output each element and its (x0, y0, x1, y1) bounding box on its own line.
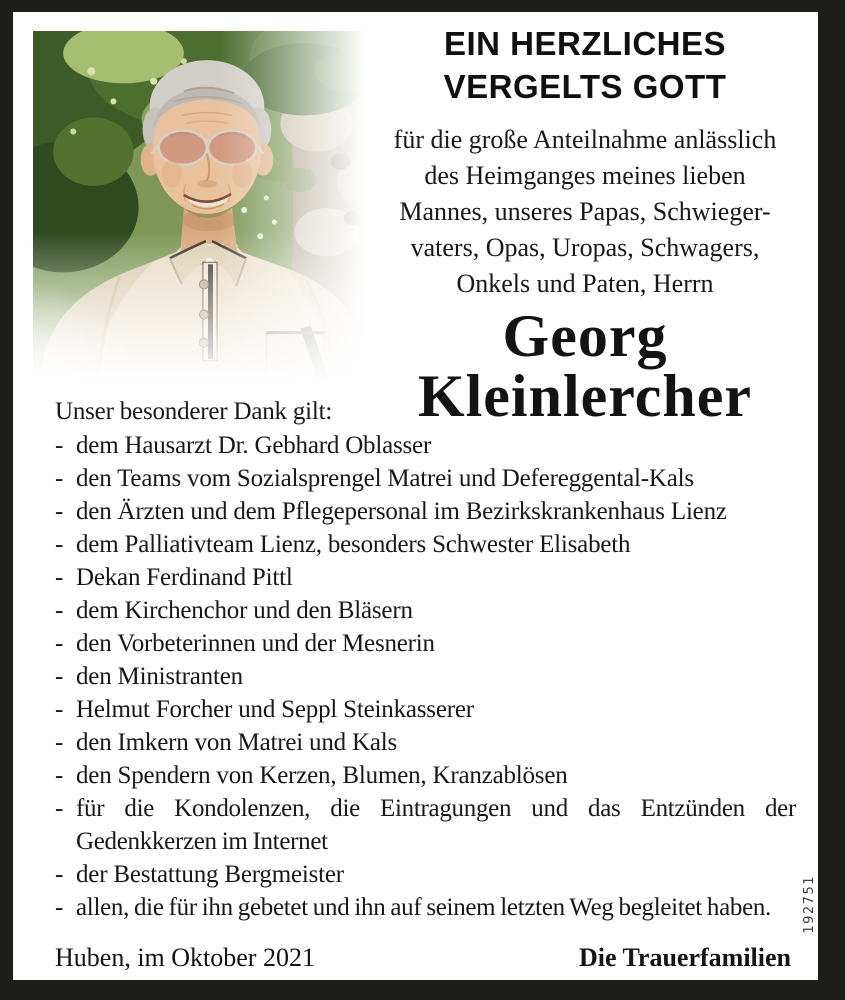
dash-bullet: - (55, 894, 64, 921)
dash-bullet: - (55, 696, 64, 723)
thanks-item (55, 561, 796, 594)
thanks-item (55, 462, 796, 495)
thanks-item (55, 594, 796, 627)
intro-line: Onkels und Paten, Herrn (456, 269, 714, 298)
place-date: Huben, im Oktober 2021 (55, 943, 315, 972)
thanks-item-text: allen, die für ihn gebetet und ihn auf seinem letzten Weg begleitet haben. (76, 894, 772, 921)
thanks-item (55, 495, 796, 528)
dash-bullet: - (55, 531, 64, 558)
dash-bullet: - (55, 432, 64, 459)
thanks-item-text: den Teams vom Sozialsprengel Matrei und Defereggental-Kals (76, 465, 694, 492)
thanks-item-text: Helmut Forcher und Seppl Steinkasserer (76, 696, 474, 723)
thanks-item-text: für die Kondolenzen, die Eintragungen und das Entzünden der Gedenkkerzen im Internet (76, 795, 796, 855)
thanks-item-text: dem Palliativteam Lienz, besonders Schwester Elisabeth (76, 531, 631, 558)
dash-bullet: - (55, 663, 64, 690)
thanks-item-text: dem Kirchenchor und den Bläsern (76, 597, 413, 624)
thanks-item (55, 759, 796, 792)
portrait-photo (33, 31, 391, 395)
thanks-item (55, 693, 796, 726)
thanks-section (55, 395, 796, 924)
obituary-sheet (13, 12, 818, 980)
intro-paragraph (359, 122, 811, 302)
dash-bullet: - (55, 564, 64, 591)
notice-right-column (359, 22, 811, 429)
thanks-item (55, 627, 796, 660)
intro-line: Mannes, unseres Papas, Schwieger- (399, 197, 771, 226)
thanks-item (55, 660, 796, 693)
dash-bullet: - (55, 465, 64, 492)
thanks-item-text: den Imkern von Matrei und Kals (76, 729, 398, 756)
thanks-item-text: den Ministranten (76, 663, 243, 690)
thanks-item (55, 528, 796, 561)
thanks-item (55, 726, 796, 759)
order-number: 192751 (802, 875, 817, 934)
thanks-item (55, 858, 796, 891)
notice-footer (55, 943, 791, 973)
portrait-photo-illustration (33, 31, 391, 395)
notice-title-line2: VERGELTS GOTT (443, 68, 727, 105)
intro-line: für die große Anteilnahme anlässlich (393, 125, 777, 154)
dash-bullet: - (55, 498, 64, 525)
thanks-item (55, 891, 796, 924)
mourning-families-signature: Die Trauerfamilien (578, 943, 791, 972)
dash-bullet: - (55, 861, 64, 888)
deceased-last-name: Kleinlercher (417, 363, 753, 429)
thanks-item-text: den Vorbeterinnen und der Mesnerin (76, 630, 435, 657)
thanks-item-text: dem Hausarzt Dr. Gebhard Oblasser (76, 432, 432, 459)
intro-line: vaters, Opas, Uropas, Schwagers, (410, 233, 760, 262)
notice-title (359, 22, 811, 108)
dash-bullet: - (55, 795, 64, 822)
thanks-item-text: den Spendern von Kerzen, Blumen, Kranzablösen (76, 762, 568, 789)
dash-bullet: - (55, 630, 64, 657)
thanks-item-text: den Ärzten und dem Pflegepersonal im Bezirkskrankenhaus Lienz (76, 498, 727, 525)
dash-bullet: - (55, 729, 64, 756)
dash-bullet: - (55, 597, 64, 624)
thanks-list (55, 429, 796, 924)
thanks-item (55, 792, 796, 858)
thanks-item (55, 429, 796, 462)
thanks-item-text: Dekan Ferdinand Pittl (76, 564, 293, 591)
thanks-item-text: der Bestattung Bergmeister (76, 861, 344, 888)
notice-title-line1: EIN HERZLICHES (443, 25, 727, 62)
dash-bullet: - (55, 762, 64, 789)
deceased-first-name: Georg (502, 303, 668, 369)
intro-line: des Heimganges meines lieben (424, 161, 746, 190)
thanks-heading: Unser besonderer Dank gilt: (55, 398, 333, 425)
